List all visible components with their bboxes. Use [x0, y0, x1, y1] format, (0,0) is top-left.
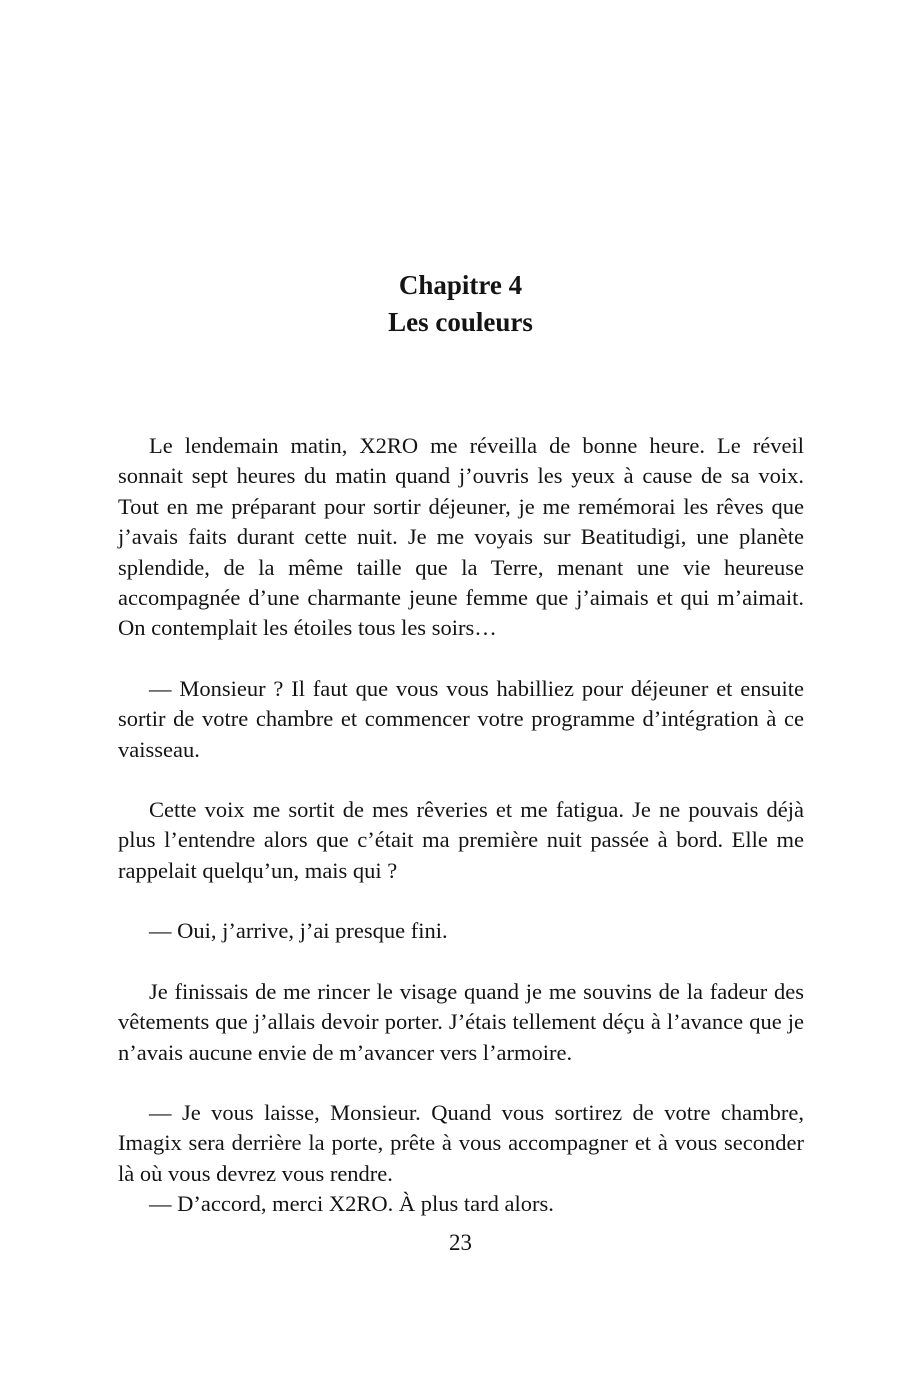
paragraph: Le lendemain matin, X2RO me réveilla de bonne heure. Le réveil sonnait sept heures du matin quand j’ouvris les yeux à cause de sa voix. Tout en me préparant pour sortir déjeuner, je me remémorai les rêves que j’avais faits durant cette nuit. Je me voyais sur Beatitudigi, une planète splendide, de la même taille que la Terre, menant une vie heureuse accompagnée d’une charmante jeune femme que j’aimais et qui m’aimait. On contemplait les étoiles tous les soirs… [118, 433, 804, 641]
dialogue-line: — Je vous laisse, Monsieur. Quand vous sortirez de votre chambre, Imagix sera derrière la porte, prête à vous accompagner et à vous seconder là où vous devrez vous rendre. [118, 1099, 804, 1186]
chapter-title: Les couleurs [388, 307, 533, 337]
chapter-heading [0, 267, 921, 341]
dialogue-line: — Monsieur ? Il faut que vous vous habilliez pour déjeuner et ensuite sortir de votre chambre et commencer votre programme d’intégration à ce vaisseau. [118, 675, 804, 762]
paragraph: Cette voix me sortit de mes rêveries et me fatigua. Je ne pouvais déjà plus l’entendre alors que c’était ma première nuit passée à bord. Elle me rappelait quelqu’un, mais qui ? [118, 797, 804, 883]
chapter-number: Chapitre 4 [398, 270, 523, 300]
chapter-body [118, 431, 804, 1220]
dialogue-line: — Oui, j’arrive, j’ai presque fini. [149, 918, 448, 944]
dialogue-line: — D’accord, merci X2RO. À plus tard alors. [149, 1191, 554, 1217]
paragraph: Je finissais de me rincer le visage quand je me souvins de la fadeur des vêtements que j’allais devoir porter. J’étais tellement déçu à l’avance que je n’avais aucune envie de m’avancer vers l’armoire. [118, 978, 804, 1065]
page-number: 23 [449, 1230, 472, 1255]
